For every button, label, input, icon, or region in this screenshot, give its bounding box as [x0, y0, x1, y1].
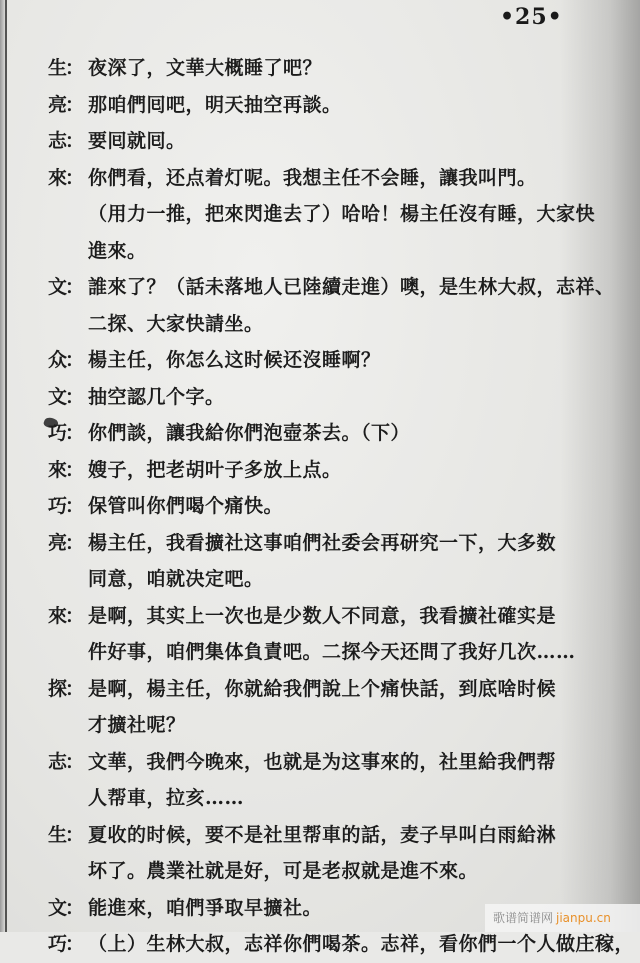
dialogue-line	[48, 744, 588, 781]
dialogue-text: 二探、大家快請坐。	[88, 312, 264, 335]
dialogue-continuation	[48, 233, 588, 270]
dialogue-text: 誰來了？（話未落地人已陸續走進）噢，是生林大叔，志祥、	[88, 276, 615, 298]
speaker-label: 文 ：	[48, 269, 90, 306]
dialogue-text: 進來。	[88, 239, 147, 262]
dialogue-line	[48, 525, 588, 562]
dialogue-text: 你們談，讓我給你們泡壺茶去。（下）	[88, 422, 411, 444]
dialogue-line	[48, 415, 588, 452]
dialogue-text: （用力一推，把來閃進去了）哈哈！楊主任沒有睡，大家快	[88, 203, 596, 225]
dialogue-continuation	[48, 561, 588, 598]
dialogue-text: 同意，咱就决定吧。	[88, 568, 264, 590]
watermark-domain: jianpu.cn	[556, 911, 611, 925]
dialogue-text: 是啊，其实上一次也是少数人不同意，我看擴社確实是	[88, 604, 557, 627]
dialogue-text: 夜深了，文華大概睡了吧？	[88, 57, 323, 79]
dialogue-text: 件好事，咱們集体負責吧。二探今天还問了我好几次……	[88, 641, 576, 663]
dialogue-line	[48, 50, 588, 87]
dialogue-line	[48, 671, 588, 708]
dialogue-text: 能進來，咱們爭取早擴社。	[88, 896, 323, 919]
script-body	[48, 50, 635, 963]
speaker-label: 众 ：	[48, 342, 90, 379]
speaker-label: 文 ：	[48, 379, 90, 416]
dialogue-text: 你們看，还点着灯呢。我想主任不会睡，讓我叫門。	[88, 166, 537, 189]
dialogue-line	[48, 123, 588, 160]
dialogue-line	[48, 452, 588, 489]
site-watermark	[485, 904, 640, 932]
dialogue-line	[48, 342, 588, 379]
speaker-label: 志 ：	[48, 123, 90, 160]
dialogue-line	[48, 269, 615, 306]
speaker-label: 亮 ：	[48, 87, 90, 124]
dialogue-text: 才擴社呢？	[88, 714, 186, 736]
speaker-label: 來 ：	[48, 452, 90, 489]
speaker-label: 巧 ：	[48, 926, 90, 963]
dialogue-line	[48, 160, 588, 197]
dialogue-continuation	[48, 306, 588, 343]
dialogue-line	[48, 488, 588, 525]
speaker-label: 探 ：	[48, 671, 90, 708]
dialogue-continuation	[48, 634, 588, 671]
dialogue-line	[48, 379, 588, 416]
dialogue-line	[48, 817, 588, 854]
speaker-label: 巧 ：	[48, 488, 90, 525]
dialogue-continuation	[48, 196, 596, 233]
speaker-label: 亮 ：	[48, 525, 90, 562]
dialogue-text: 夏收的时候，要不是社里帮車的話，麦子早叫白雨給淋	[88, 823, 557, 846]
dialogue-text: 抽空認几个字。	[88, 385, 225, 408]
dialogue-text: 那咱們囘吧，明天抽空再談。	[88, 93, 342, 116]
speaker-label: 志 ：	[48, 744, 90, 781]
dialogue-text: 坏了。農業社就是好，可是老叔就是進不來。	[88, 860, 479, 882]
dialogue-text: 保管叫你們喝个痛快。	[88, 495, 284, 517]
watermark-chinese: 歌谱简谱网	[493, 911, 554, 925]
dialogue-text: 嫂子，把老胡叶子多放上点。	[88, 458, 342, 481]
dialogue-continuation	[48, 707, 588, 744]
dialogue-text: 文華，我們今晚來，也就是为这事來的，社里給我們帮	[88, 750, 557, 773]
speaker-label: 來 ：	[48, 598, 90, 635]
speaker-label: 生 ：	[48, 817, 90, 854]
dialogue-text: 楊主任，你怎么这时候还沒睡啊？	[88, 349, 381, 371]
speaker-label: 巧 ：	[48, 415, 90, 452]
binding-edge-line	[5, 0, 7, 932]
dialogue-line	[48, 598, 588, 635]
dialogue-line	[48, 87, 588, 124]
page-number: •25•	[500, 4, 563, 30]
dialogue-continuation	[48, 853, 588, 890]
dialogue-continuation	[48, 780, 588, 817]
speaker-label: 生 ：	[48, 50, 90, 87]
dialogue-text: 楊主任，我看擴社这事咱們社委会再研究一下，大多数	[88, 531, 557, 554]
dialogue-text: （上）生林大叔，志祥你們喝茶。志祥，看你們一个人做庄稼，	[88, 933, 635, 955]
dialogue-text: 要囘就囘。	[88, 130, 186, 152]
dialogue-text: 是啊，楊主任，你就給我們說上个痛快話，到底啥时候	[88, 677, 557, 700]
speaker-label: 來 ：	[48, 160, 90, 197]
dialogue-text: 人帮車，拉亥……	[88, 787, 245, 809]
speaker-label: 文 ：	[48, 890, 90, 927]
